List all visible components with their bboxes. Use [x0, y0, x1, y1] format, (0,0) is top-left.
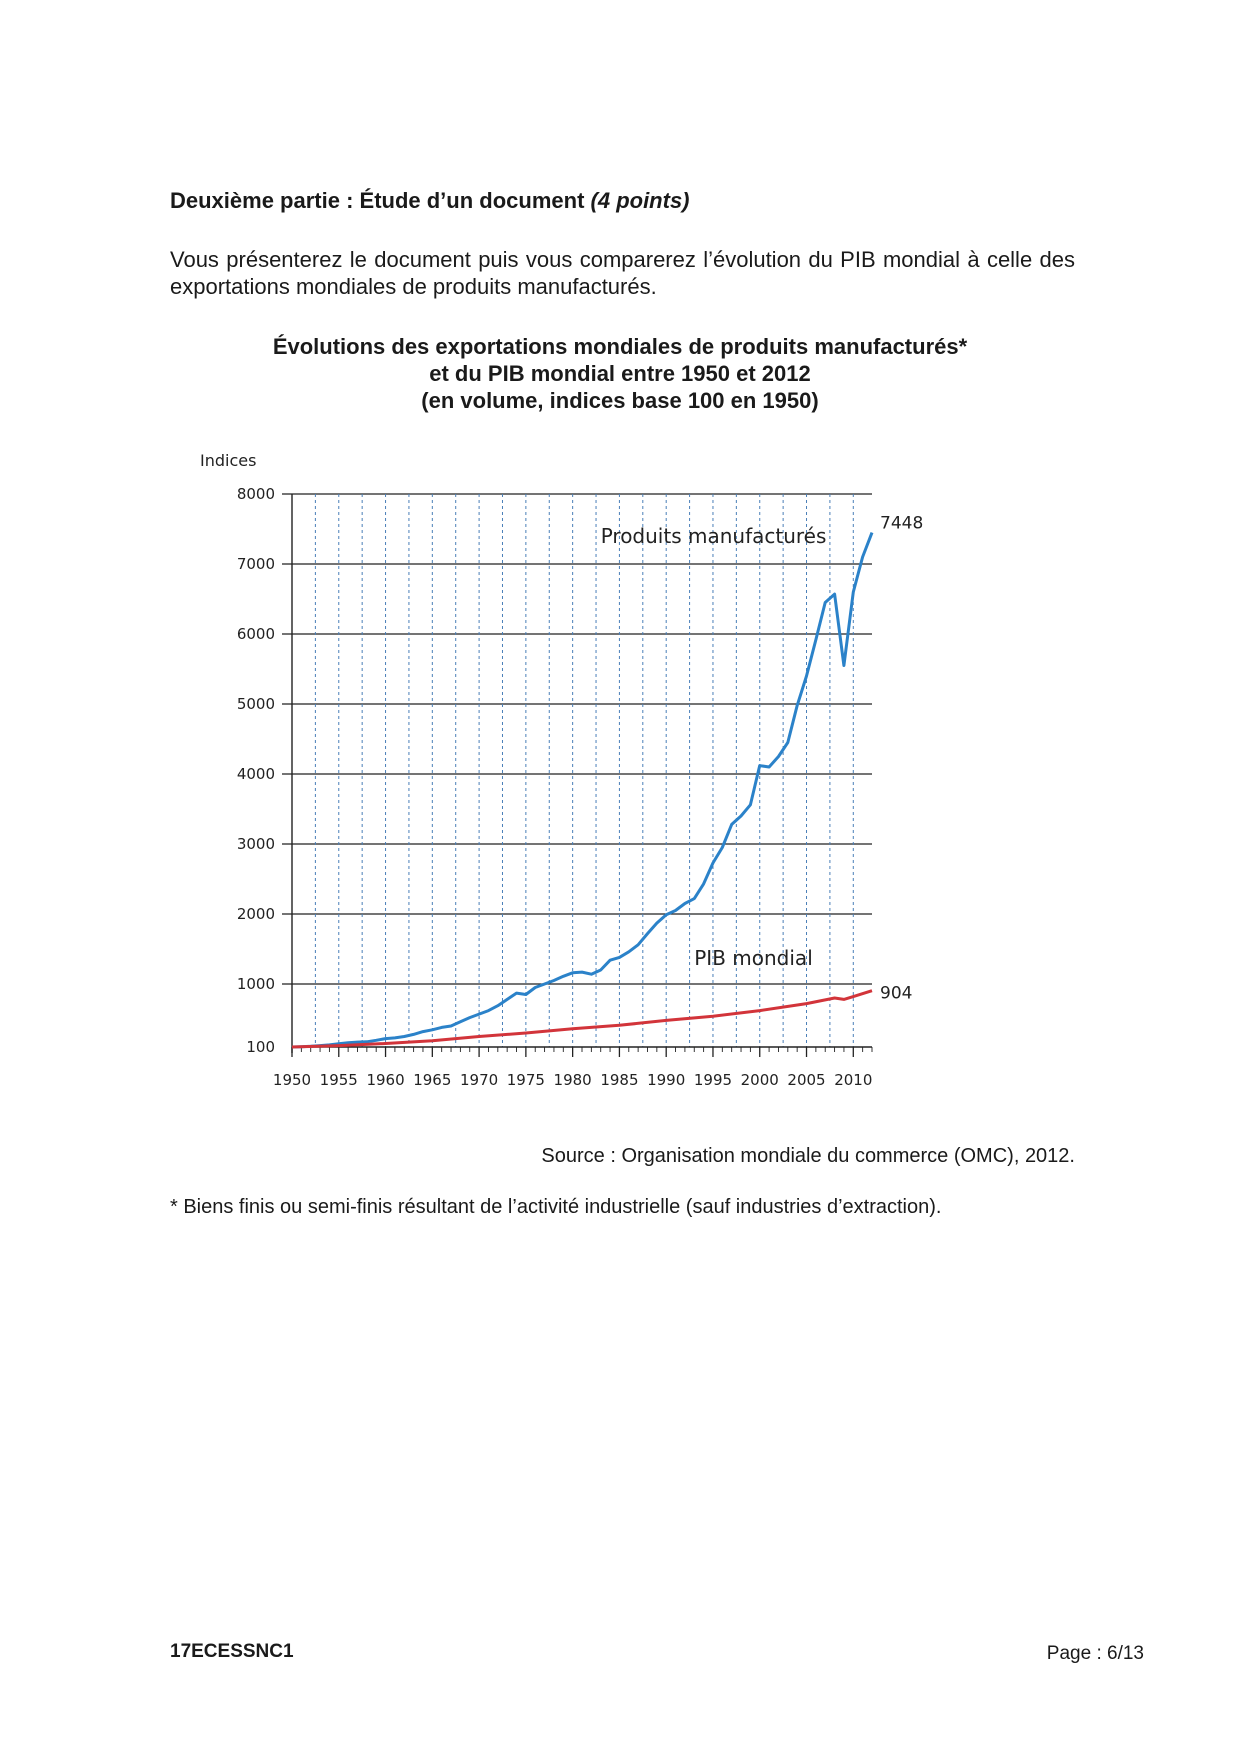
y-tick-label: 4000	[236, 765, 275, 783]
x-tick-label: 1970	[460, 1071, 499, 1089]
x-tick-label: 1985	[600, 1071, 639, 1089]
y-tick-label: 8000	[236, 485, 275, 503]
y-tick-label: 3000	[236, 835, 275, 853]
series-name-label: Produits manufacturés	[600, 524, 827, 548]
x-tick-label: 2000	[740, 1071, 779, 1089]
y-tick-label: 2000	[236, 905, 275, 923]
y-tick-label: 6000	[236, 625, 275, 643]
series-end-value-label: 7448	[880, 513, 924, 534]
x-tick-label: 1950	[272, 1071, 312, 1089]
y-tick-label: 7000	[236, 555, 275, 573]
x-tick-label: 1965	[413, 1071, 452, 1089]
y-tick-label: 5000	[236, 695, 275, 713]
x-tick-label: 1990	[647, 1071, 686, 1089]
series-end-value-label: 904	[880, 983, 913, 1004]
x-tick-label: 2010	[834, 1071, 873, 1089]
y-axis-title: Indices	[200, 451, 257, 470]
page-number: Page : 6/13	[1046, 1643, 1144, 1664]
x-tick-label: 1995	[693, 1071, 733, 1089]
x-tick-label: 1975	[506, 1071, 545, 1089]
section-heading-main: Deuxième partie : Étude d’un document	[170, 188, 591, 213]
section-heading-points: (4 points)	[590, 188, 690, 213]
x-tick-label: 1960	[366, 1071, 405, 1089]
x-tick-label: 1955	[319, 1071, 358, 1089]
y-tick-label: 100	[246, 1038, 275, 1056]
y-tick-label: 1000	[236, 975, 275, 993]
exercise-instructions: Vous présenterez le document puis vous comparerez l’évolution du PIB mondial à celle des exportations mondiales de produits manufacturés.	[170, 247, 1075, 299]
chart-title-line-1: Évolutions des exportations mondiales de produits manufacturés*	[272, 334, 968, 359]
footer-code: 17ECESSNC1	[170, 1641, 294, 1662]
chart-title-line-2: et du PIB mondial entre 1950 et 2012	[429, 361, 811, 386]
source-note: Source : Organisation mondiale du commerce (OMC), 2012.	[541, 1145, 1075, 1167]
chart-title-line-3: (en volume, indices base 100 en 1950)	[421, 388, 819, 413]
x-tick-label: 2005	[787, 1071, 826, 1089]
footnote: * Biens finis ou semi-finis résultant de l’activité industrielle (sauf industries d’extraction).	[170, 1196, 942, 1218]
series-name-label: PIB mondial	[694, 946, 813, 971]
x-tick-label: 1980	[553, 1071, 592, 1089]
